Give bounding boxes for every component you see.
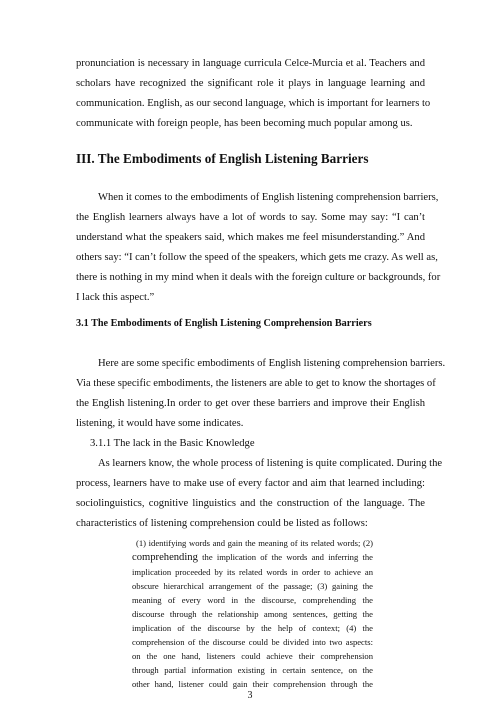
- quote-line: (1) identifying words and gain the meaning of its related words; (2): [136, 538, 373, 548]
- body-text-line: the English learners always have a lot of words to say. Some may say: “I can’t: [76, 212, 425, 223]
- sub-subheading: 3.1.1 The lack in the Basic Knowledge: [90, 438, 255, 449]
- quote-line-rest: the implication of the words and inferring the: [197, 552, 373, 562]
- quote-line: through partial information existing in certain sentence, on the: [132, 665, 373, 675]
- quote-line: obscure hierarchical arrangement of the passage; (3) gaining the: [132, 581, 373, 591]
- body-text-line: listening, it would have some indicates.: [76, 418, 244, 429]
- body-text-line: I lack this aspect.”: [76, 292, 155, 303]
- body-text-line: When it comes to the embodiments of English listening comprehension barriers,: [98, 192, 439, 203]
- quote-lead-word: comprehending: [132, 552, 198, 563]
- body-text-line: communicate with foreign people, has been becoming much popular among us.: [76, 118, 413, 129]
- body-text-line: Via these specific embodiments, the listeners are able to get to know the shortages of: [76, 378, 436, 389]
- quote-line: meaning of every word in the discourse, comprehending the: [132, 595, 373, 605]
- body-text-line: Here are some specific embodiments of English listening comprehension barriers.: [98, 358, 446, 369]
- body-text-line: scholars have recognized the significant role it plays in language learning and: [76, 78, 425, 89]
- quote-line: discourse through the relationship among sentences, getting the: [132, 609, 373, 619]
- body-text-line: characteristics of listening comprehension could be listed as follows:: [76, 518, 368, 529]
- quote-line: [132, 551, 373, 564]
- body-text-line: there is nothing in my mind when it deals with the foreign culture or backgrounds, for: [76, 272, 441, 283]
- body-text-line: pronunciation is necessary in language curricula Celce-Murcia et al. Teachers and: [76, 58, 425, 69]
- section-heading: III. The Embodiments of English Listening Barriers: [76, 151, 369, 166]
- quote-line: other hand, listener could gain their comprehension through the: [132, 679, 373, 689]
- body-text-line: communication. English, as our second language, which is important for learners to: [76, 98, 431, 109]
- body-text-line: the English listening.In order to get over these barriers and improve their English: [76, 398, 425, 409]
- body-text-line: others say: “I can’t follow the speed of the speakers, which gets me crazy. As well as,: [76, 252, 438, 263]
- body-text-line: process, learners have to make use of every factor and aim that learned including:: [76, 478, 425, 489]
- page-number: 3: [247, 690, 253, 701]
- quote-line: comprehension of the discourse could be divided into two aspects:: [132, 637, 373, 647]
- subsection-heading: 3.1 The Embodiments of English Listening Comprehension Barriers: [76, 318, 372, 329]
- quote-line: implication proceeded by its related words in order to achieve an: [132, 567, 373, 577]
- body-text-line: understand what the speakers said, which makes me feel misunderstanding.” And: [76, 232, 425, 243]
- body-text-line: As learners know, the whole process of listening is quite complicated. During the: [98, 458, 443, 469]
- body-text-line: sociolinguistics, cognitive linguistics and the construction of the language. The: [76, 498, 425, 509]
- quote-line: implication of the discourse by the help of context; (4) the: [132, 623, 373, 633]
- quote-line: on the one hand, listeners could achieve their comprehension: [132, 651, 373, 661]
